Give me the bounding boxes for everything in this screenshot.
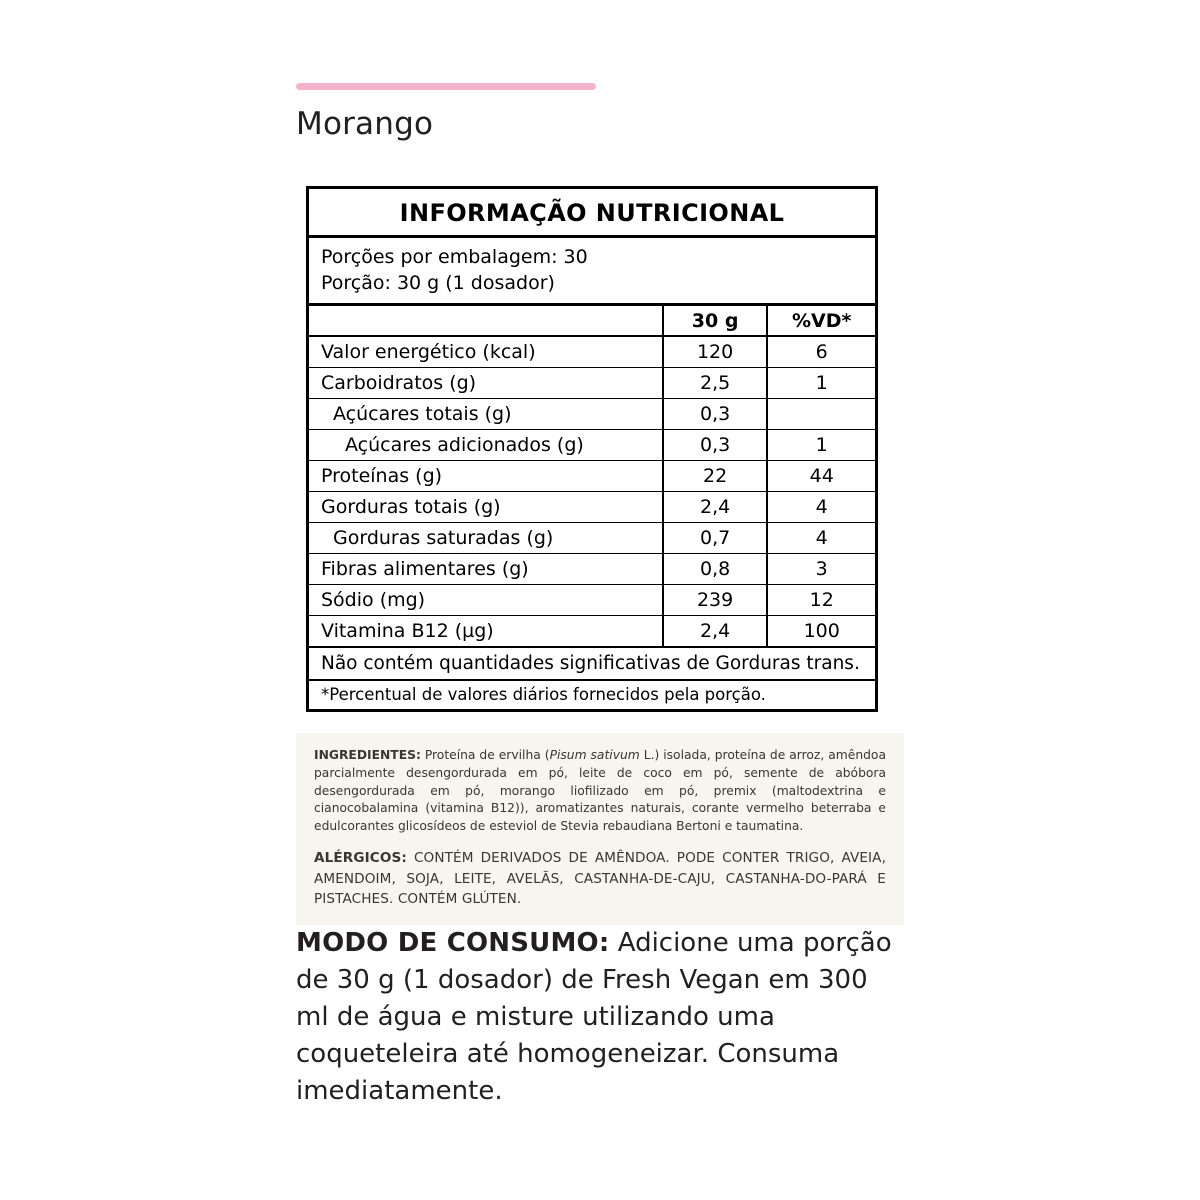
table-row: [309, 461, 875, 492]
usage-label: MODO DE CONSUMO:: [296, 928, 610, 958]
table-row: [309, 523, 875, 554]
nutrient-vd: [767, 399, 875, 430]
header-blank: [309, 306, 663, 336]
nutrient-amount: 0,7: [663, 523, 768, 554]
nutrient-amount: 0,3: [663, 399, 768, 430]
header-vd: %VD*: [767, 306, 875, 336]
nutrient-label: Açúcares totais (g): [309, 399, 663, 430]
allergens-text: [314, 848, 886, 909]
ingredients-panel: [296, 733, 904, 925]
accent-bar: [296, 83, 596, 90]
nutrient-vd: 4: [767, 523, 875, 554]
nutrient-label: Proteínas (g): [309, 461, 663, 492]
table-row: [309, 554, 875, 585]
nutrition-facts-table: [306, 186, 878, 712]
nutrition-heading: INFORMAÇÃO NUTRICIONAL: [399, 199, 785, 227]
nutrient-label: Fibras alimentares (g): [309, 554, 663, 585]
nutrient-amount: 22: [663, 461, 768, 492]
nutrient-vd: 3: [767, 554, 875, 585]
nutrient-label: Vitamina B12 (µg): [309, 616, 663, 647]
nutrient-amount: 239: [663, 585, 768, 616]
table-row: [309, 336, 875, 368]
serving-info: [309, 238, 875, 303]
nutrient-amount: 2,5: [663, 368, 768, 399]
nutrient-amount: 2,4: [663, 492, 768, 523]
table-row: [309, 430, 875, 461]
ingredients-species-name: Pisum sativum: [549, 748, 640, 762]
allergens-body: CONTÉM DERIVADOS DE AMÊNDOA. PODE CONTER TRIGO, AVEIA, AMENDOIM, SOJA, LEITE, AVELÃS, CASTANHA-DE-CAJU, CASTANHA-DO-PARÁ E PISTACHES. CONTÉM GLÚTEN.: [314, 850, 886, 907]
ingredients-body-part1: Proteína de ervilha (: [420, 748, 550, 762]
nutrient-label: Açúcares adicionados (g): [309, 430, 663, 461]
header-amount: 30 g: [663, 306, 768, 336]
nutrient-vd: 12: [767, 585, 875, 616]
serving-size: Porção: 30 g (1 dosador): [321, 272, 555, 295]
nutrient-label: Valor energético (kcal): [309, 336, 663, 368]
nutrient-vd: 100: [767, 616, 875, 647]
nutrient-vd: 4: [767, 492, 875, 523]
ingredients-text: [314, 747, 886, 836]
table-row: [309, 368, 875, 399]
allergens-label: ALÉRGICOS:: [314, 850, 407, 867]
nutrient-amount: 120: [663, 336, 768, 368]
nutrient-vd: 6: [767, 336, 875, 368]
nutrient-amount: 2,4: [663, 616, 768, 647]
usage-body: Adicione uma porção de 30 g (1 dosador) de Fresh Vegan em 300 ml de água e misture utilizando uma coqueteleira até homogeneizar. Consuma imediatamente.: [296, 928, 892, 1106]
nutrient-amount: 0,8: [663, 554, 768, 585]
ingredients-label: INGREDIENTES:: [314, 748, 421, 762]
nutrient-table: [309, 306, 875, 646]
table-row: [309, 585, 875, 616]
table-row: [309, 399, 875, 430]
trans-fat-note: Não contém quantidades significativas de Gorduras trans.: [309, 646, 875, 679]
nutrient-label: Gorduras saturadas (g): [309, 523, 663, 554]
nutrient-amount: 0,3: [663, 430, 768, 461]
table-row: [309, 616, 875, 647]
table-header-row: [309, 306, 875, 336]
daily-value-note: *Percentual de valores diários fornecidos pela porção.: [309, 679, 875, 709]
nutrient-label: Sódio (mg): [309, 585, 663, 616]
nutrient-vd: 44: [767, 461, 875, 492]
nutrient-vd: 1: [767, 368, 875, 399]
nutrient-label: Gorduras totais (g): [309, 492, 663, 523]
ingredients-body-part2: L.) isolada, proteína de arroz, amêndoa parcialmente desengordurada em pó, leite de coco em pó, semente de abóbora desengordurada em pó, morango liofilizado em pó, premix (maltodextrina e cianocobalamina (vitamina B12)), aromatizantes naturais, corante vermelho beterraba e edulcorantes glicosídeos de esteviol de Stevia rebaudiana Bertoni e taumatina.: [314, 748, 886, 834]
table-row: [309, 492, 875, 523]
servings-per-package: Porções por embalagem: 30: [321, 246, 588, 268]
nutrient-label: Carboidratos (g): [309, 368, 663, 399]
usage-instructions: [296, 925, 896, 1110]
nutrient-vd: 1: [767, 430, 875, 461]
page-title: Morango: [296, 106, 434, 142]
